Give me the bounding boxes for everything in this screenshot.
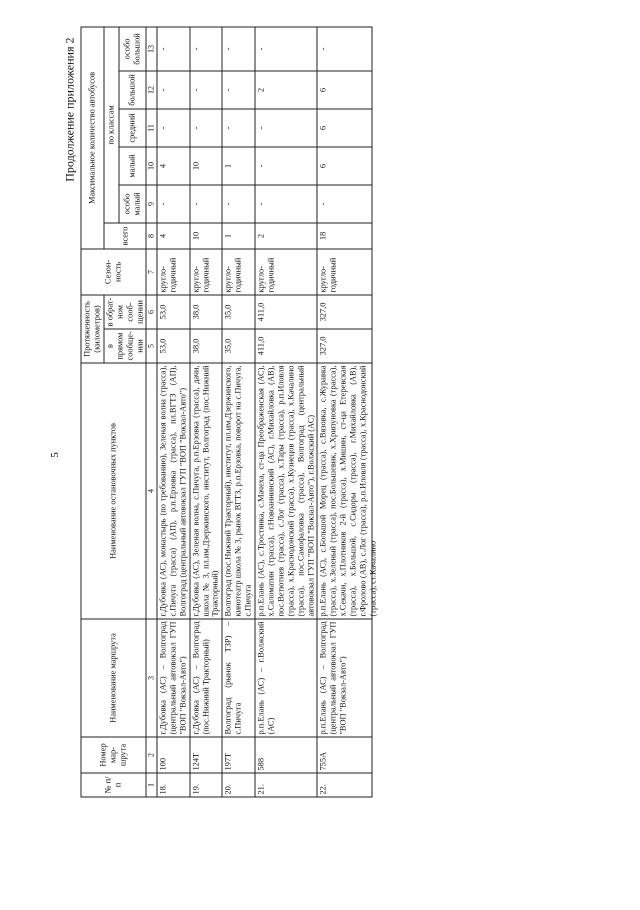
buses-very-small: - (222, 185, 255, 223)
length-back: 35,0 (222, 295, 255, 329)
col-route-name-header: Наименование маршрута (81, 619, 146, 737)
buses-large: - (190, 71, 223, 109)
route-name: р.п.Елань (АС) – г.Волжский (АС) (255, 619, 317, 737)
route-number: 197Т (222, 737, 255, 773)
row-number: 21. (255, 773, 317, 797)
route-stops (317, 363, 378, 619)
routes-table (81, 26, 378, 797)
buses-total: 1 (222, 223, 255, 249)
header-row-1 (81, 27, 104, 797)
col-very-small-header: особо малый (119, 185, 146, 223)
col-number: 6 (146, 295, 156, 329)
col-length-back-header: в обрат-ном сооб-щении (104, 295, 147, 329)
buses-total: 2 (255, 223, 317, 249)
route-name: г.Дубовка (АС) – Волгоград (пос.Нижний Тракторный) (190, 619, 223, 737)
col-by-class-header: по классам (104, 27, 119, 223)
route-stops-text: р.п.Елань (АС), с.Большой Морец (трасса), с.Вязовка, с.Журавка (трасса), х.Зеленый (трасса), пос.Большевик, х.Хрипуновка (трасса), х.Секачи, х.Плотников 2-й (трасса), х.Мишин, ст-ца Етеревская (трасса), х.Большой, с.Сидоры (трасса), г.Михайловка (АВ), г.Фролово (АВ), с.Лог (трасса), р.п.Иловля (трасса), х.Краснодонский (трасса), ст.Качалино (318, 365, 378, 617)
col-number: 7 (146, 249, 156, 295)
col-small-header: малый (119, 147, 146, 185)
col-number: 9 (146, 185, 156, 223)
buses-medium: - (255, 109, 317, 147)
rotated-table-sheet (57, 20, 622, 810)
length-forward: 411,0 (255, 329, 317, 363)
buses-medium: - (222, 109, 255, 147)
col-season-header: Сезон-ность (81, 249, 146, 295)
col-number: 2 (146, 737, 156, 773)
col-total-header: всего (104, 223, 147, 249)
col-number: 1 (146, 773, 156, 797)
col-large-header: большой (119, 71, 146, 109)
buses-total: 10 (190, 223, 223, 249)
col-medium-header: средний (119, 109, 146, 147)
seasonality: кругло-годичный (157, 249, 190, 295)
buses-very-large: - (255, 27, 317, 71)
appendix-title: Продолжение приложения 2 (62, 37, 77, 182)
table-row (190, 27, 223, 797)
col-length-forward-header: в прямом сообще-нии (104, 329, 147, 363)
route-name: р.п.Елань (АС) – Волгоград (центральный автовокзал ГУП "ВОП "Вокзал-Авто") (317, 619, 372, 737)
length-back: 38,0 (190, 295, 223, 329)
buses-medium: 6 (317, 109, 372, 147)
length-back: 53,0 (157, 295, 190, 329)
length-back: 327,0 (317, 295, 372, 329)
buses-medium: - (190, 109, 223, 147)
route-stops: Волгоград (пос.Нижний Тракторный), институт, пл.им.Дзержинского, кинотеатр школа № 3, рынок ВГТЗ, р.п.Ерзовка, поворот на с.Пичуга, с.Пичуга (222, 363, 255, 619)
table-row (222, 27, 255, 797)
col-number: 13 (146, 27, 156, 71)
buses-small: 6 (317, 147, 372, 185)
buses-small: 4 (157, 147, 190, 185)
buses-large: 6 (317, 71, 372, 109)
buses-very-small: - (157, 185, 190, 223)
seasonality: кругло-годичный (222, 249, 255, 295)
buses-small: 10 (190, 147, 223, 185)
buses-very-large: - (222, 27, 255, 71)
table-row (317, 27, 372, 797)
column-numbers-row (146, 27, 156, 797)
col-num-header: № п/п (81, 773, 146, 797)
buses-very-small: - (255, 185, 317, 223)
length-forward: 327,0 (317, 329, 372, 363)
length-forward: 38,0 (190, 329, 223, 363)
length-forward: 53,0 (157, 329, 190, 363)
page-number: 5 (49, 452, 61, 458)
buses-very-large: - (317, 27, 372, 71)
col-number: 5 (146, 329, 156, 363)
buses-small: 1 (222, 147, 255, 185)
col-number: 11 (146, 109, 156, 147)
col-number: 10 (146, 147, 156, 185)
route-number: 755А (317, 737, 372, 773)
buses-very-small: - (317, 185, 372, 223)
route-number: 588 (255, 737, 317, 773)
length-back: 411,0 (255, 295, 317, 329)
route-name: г.Дубовка (АС) – Волгоград (центральный автовокзал ГУП "ВОП "Вокзал-Авто") (157, 619, 190, 737)
route-stops: г.Дубовка (АС), монастырь (по требованию), Зеленая волна (трасса), с.Пичуга (трасса) (АП), р.п.Ерзовка (трасса), пл.ВГТЗ (АП), Волгоград (центральный автовокзал ГУП "ВОП "Вокзал-Авто") (157, 363, 190, 619)
route-name: Волгоград (рынок ТЗР) – с.Пичуга (222, 619, 255, 737)
row-number: 20. (222, 773, 255, 797)
buses-total: 18 (317, 223, 372, 249)
buses-very-small: - (190, 185, 223, 223)
col-max-buses-header: Максимальное количество автобусов (81, 27, 104, 249)
seasonality: кругло-годичный (317, 249, 372, 295)
row-number: 22. (317, 773, 372, 797)
buses-total: 4 (157, 223, 190, 249)
row-number: 19. (190, 773, 223, 797)
col-route-number-header: Номер мар-шрута (81, 737, 146, 773)
buses-large: - (222, 71, 255, 109)
route-number: 100 (157, 737, 190, 773)
buses-very-large: - (190, 27, 223, 71)
route-stops: г.Дубовка (АС), Зеленая волна, с.Пичуга, р.п.Ерзовка (трасса), дачи, школа № 3, пл.им.Дзержинского, институт, Волгоград (пос.Нижний Тракторный) (190, 363, 223, 619)
buses-small: - (255, 147, 317, 185)
seasonality: кругло-годичный (255, 249, 317, 295)
route-number: 124Т (190, 737, 223, 773)
col-very-large-header: особо большой (119, 27, 146, 71)
col-number: 3 (146, 619, 156, 737)
length-forward: 35,0 (222, 329, 255, 363)
col-number: 12 (146, 71, 156, 109)
col-length-header: Протяженность (километров) (81, 295, 104, 363)
seasonality: кругло-годичный (190, 249, 223, 295)
row-number: 18. (157, 773, 190, 797)
col-number: 4 (146, 363, 156, 619)
buses-large: - (157, 71, 190, 109)
col-number: 8 (146, 223, 156, 249)
buses-very-large: - (157, 27, 190, 71)
buses-large: 2 (255, 71, 317, 109)
buses-medium: - (157, 109, 190, 147)
col-stops-header: Наименование остановочных пунктов (81, 363, 146, 619)
table-row (157, 27, 190, 797)
route-stops: р.п.Елань (АС), с.Тростянка, с.Мачеха, ст-ца Преображенская (АС), х.Саломатин (трасса), г.Новоаннинский (АС), г.Михайловка (АВ), пос.Ветютнев (трасса), с.Лог (трасса), х.Тары (трасса), р.п.Иловля (трасса), х.Краснодонский (трасса), х.Кузнецов (трасса), х.Качалино (трасса), пос.Самофаловка (трасса), Волгоград (центральный автовокзал ГУП "ВОП "Вокзал-Авто"), г.Волжский (АС) (255, 363, 317, 619)
table-row (255, 27, 317, 797)
